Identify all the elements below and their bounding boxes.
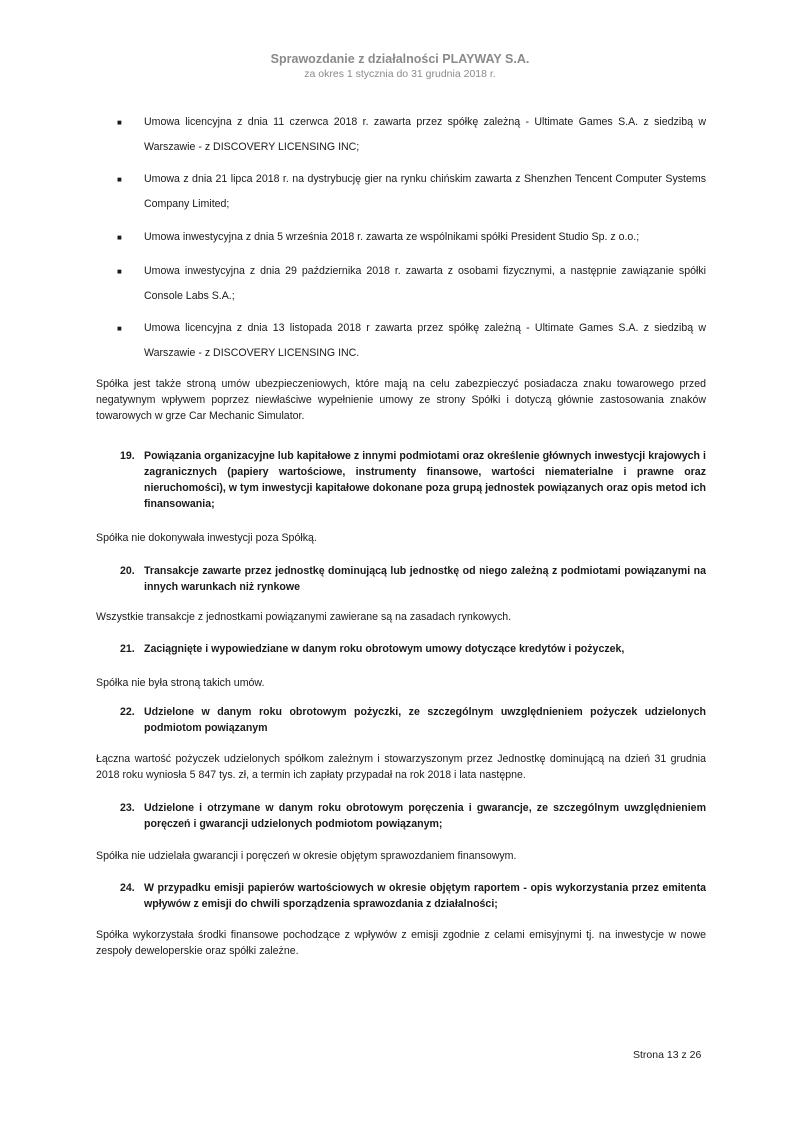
section-number: 19. xyxy=(120,450,135,462)
section-heading-24 xyxy=(120,880,706,912)
list-item xyxy=(96,225,706,250)
list-item-text: Umowa inwestycyjna z dnia 5 września 2018 r. zawarta ze wspólnikami spółki President Studio Sp. z o.o.; xyxy=(144,231,640,243)
section-heading-22 xyxy=(120,704,706,736)
section-heading-19 xyxy=(120,448,706,512)
section-number: 22. xyxy=(120,706,135,718)
section-number: 20. xyxy=(120,565,135,577)
square-bullet-icon: ■ xyxy=(117,175,122,184)
section-body-24: Spółka wykorzystała środki finansowe pochodzące z wpływów z emisji zgodnie z celami emisyjnymi tj. na inwestycje w nowe zespoły deweloperskie oraz spółki zależne. xyxy=(96,929,706,957)
page-number: Strona 13 z 26 xyxy=(633,1049,702,1061)
list-item xyxy=(96,167,706,217)
section-heading-text: Transakcje zawarte przez jednostkę dominującą lub jednostkę od niego zależną z podmiotami powiązanymi na innych warunkach niż rynkowe xyxy=(144,565,706,593)
section-heading-text: Zaciągnięte i wypowiedziane w danym roku obrotowym umowy dotyczące kredytów i pożyczek, xyxy=(144,643,625,655)
list-item xyxy=(96,259,706,309)
section-body-20: Wszystkie transakcje z jednostkami powiązanymi zawierane są na zasadach rynkowych. xyxy=(96,611,512,623)
square-bullet-icon: ■ xyxy=(117,118,122,127)
list-item-text: Umowa licencyjna z dnia 11 czerwca 2018 r. zawarta przez spółkę zależną - Ultimate Games S.A. z siedzibą w Warszawie - z DISCOVERY LICENSING INC; xyxy=(144,116,706,153)
section-heading-20 xyxy=(120,563,706,595)
section-body-19: Spółka nie dokonywała inwestycji poza Spółką. xyxy=(96,532,317,544)
list-item xyxy=(96,110,706,160)
square-bullet-icon: ■ xyxy=(117,233,122,242)
section-number: 21. xyxy=(120,643,135,655)
section-heading-text: Udzielone w danym roku obrotowym pożyczki, ze szczególnym uwzględnieniem pożyczek udzielonych podmiotom powiązanym xyxy=(144,706,706,734)
section-heading-text: W przypadku emisji papierów wartościowych w okresie objętym raportem - opis wykorzystania przez emitenta wpływów z emisji do chwili sporządzenia sprawozdania z działalności; xyxy=(144,882,706,910)
square-bullet-icon: ■ xyxy=(117,267,122,276)
section-heading-text: Powiązania organizacyjne lub kapitałowe z innymi podmiotami oraz określenie głównych inwestycji krajowych i zagranicznych (papiery wartościowe, instrumenty finansowe, wartości niematerialne i prawne oraz nieruchomości), w tym inwestycji kapitałowe dokonane poza grupą jednostek powiązanych oraz opis metod ich finansowania; xyxy=(144,450,706,510)
list-item-text: Umowa z dnia 21 lipca 2018 r. na dystrybucję gier na rynku chińskim zawarta z Shenzhen Tencent Computer Systems Company Limited; xyxy=(144,173,706,210)
section-heading-23 xyxy=(120,800,706,832)
square-bullet-icon: ■ xyxy=(117,324,122,333)
list-item-text: Umowa inwestycyjna z dnia 29 października 2018 r. zawarta z osobami fizycznymi, a następnie zawiązanie spółki Console Labs S.A.; xyxy=(144,265,706,302)
list-item xyxy=(96,316,706,366)
section-body-22: Łączna wartość pożyczek udzielonych spółkom zależnym i stowarzyszonym przez Jednostkę dominującą na dzień 31 grudnia 2018 roku wyniosła 5 847 tys. zł, a termin ich zapłaty przypadał na rok 2018 i lata następne. xyxy=(96,753,706,781)
section-heading-21 xyxy=(120,641,706,657)
page-header xyxy=(0,51,800,81)
section-heading-text: Udzielone i otrzymane w danym roku obrotowym poręczenia i gwarancje, ze szczególnym uwzględnieniem poręczeń i gwarancji udzielonych podmiotom powiązanym; xyxy=(144,802,706,830)
section-number: 23. xyxy=(120,802,135,814)
section-body-21: Spółka nie była stroną takich umów. xyxy=(96,677,265,689)
list-item-text: Umowa licencyjna z dnia 13 listopada 2018 r zawarta przez spółkę zależną - Ultimate Games S.A. z siedzibą w Warszawie - z DISCOVERY LICENSING INC. xyxy=(144,322,706,359)
section-body-23: Spółka nie udzielała gwarancji i poręczeń w okresie objętym sprawozdaniem finansowym. xyxy=(96,850,517,862)
document-period: za okres 1 stycznia do 31 grudnia 2018 r. xyxy=(304,68,496,80)
document-title: Sprawozdanie z działalności PLAYWAY S.A. xyxy=(270,52,530,66)
intro-paragraph: Spółka jest także stroną umów ubezpieczeniowych, które mają na celu zabezpieczyć posiadacza znaku towarowego przed negatywnym wpływem poprzez niewłaściwe wypełnienie umowy ze strony Spółki i dotyczą głównie zastosowania znaków towarowych w grze Car Mechanic Simulator. xyxy=(96,378,706,422)
section-number: 24. xyxy=(120,882,135,894)
